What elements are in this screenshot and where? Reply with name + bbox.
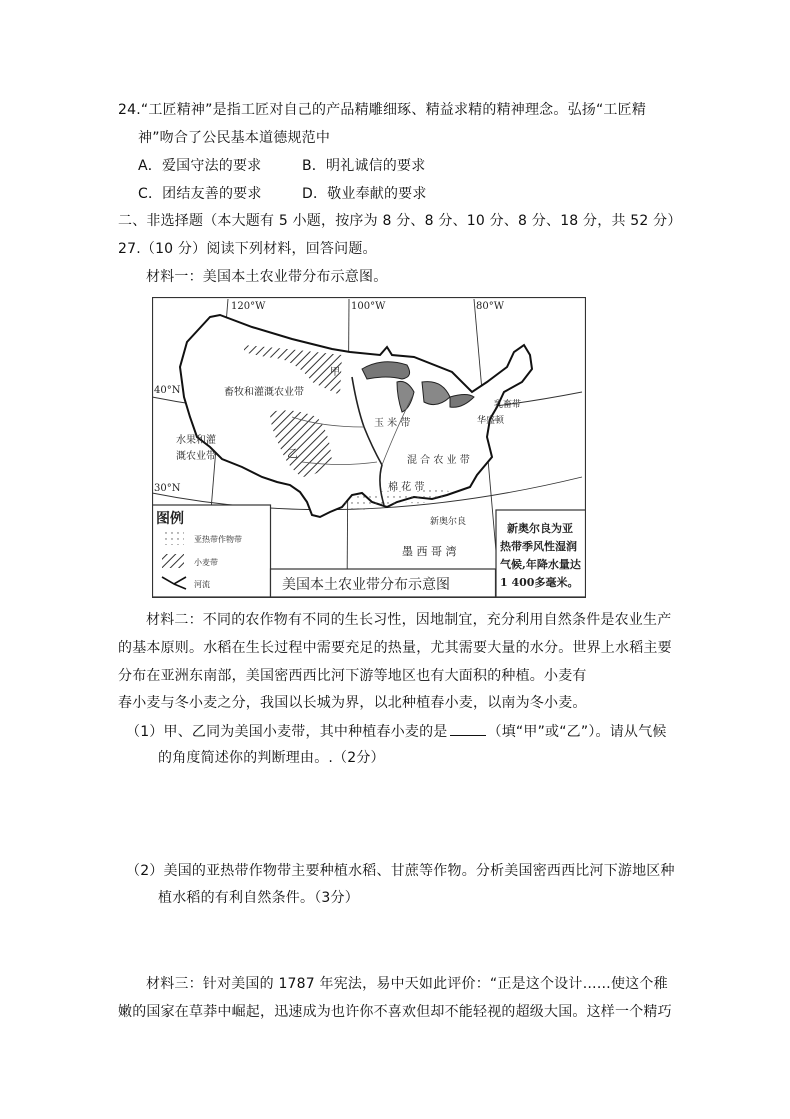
label-30n: 30°N [154, 483, 181, 494]
label-mixed-belt: 混 合 农 业 带 [407, 455, 470, 466]
label-80w: 80°W [476, 301, 505, 312]
q24-option-a: A．爱国守法的要求 [138, 158, 262, 174]
label-washington: 华盛顿 [477, 416, 505, 426]
q24-stem-line2: 神”吻合了公民基本道德规范中 [138, 130, 331, 146]
q24-option-b: B．明礼诚信的要求 [302, 158, 426, 174]
label-fruit-irrigation-2: 溉农业带 [176, 451, 216, 462]
label-livestock-irrigation-belt: 畜牧和灌溉农业带 [224, 387, 304, 398]
legend-wheat: 小麦带 [194, 558, 218, 567]
sub1-prefix: （1）甲、乙同为美国小麦带，其中种植春小麦的是 [126, 724, 448, 740]
legend-subtropical: 亚热带作物带 [194, 535, 242, 544]
material3-line2: 嫩的国家在草莽中崛起，迅速成为也许你不喜欢但却不能轻视的超级大国。这样一个精巧 [118, 1004, 672, 1020]
material3-line1: 材料三：针对美国的 1787 年宪法，易中天如此评价：“正是这个设计……使这个稚 [146, 976, 668, 992]
sub2-line1: （2）美国的亚热带作物带主要种植水稻、甘蔗等作物。分析美国密西西比河下游地区种 [126, 863, 675, 879]
note-line2: 热带季风性湿润 [500, 540, 577, 553]
material2-line4: 春小麦与冬小麦之分，我国以长城为界，以北种植春小麦，以南为冬小麦。 [118, 695, 587, 711]
legend-river: 河流 [194, 580, 210, 589]
material1-title: 材料一：美国本土农业带分布示意图。 [146, 269, 388, 285]
q24-stem-line1: 24.“工匠精神”是指工匠对自己的产品精雕细琢、精益求精的精神理念。弘扬“工匠精 [118, 102, 647, 118]
material2-line2: 的基本原则。水稻在生长过程中需要充足的热量，尤其需要大量的水分。世界上水稻主要 [118, 640, 672, 656]
q24-option-c: C．团结友善的要求 [138, 186, 262, 202]
label-corn-belt: 玉 米 带 [374, 418, 411, 429]
label-gulf-of-mexico: 墨 西 哥 湾 [402, 545, 457, 558]
label-120w: 120°W [231, 301, 266, 312]
sub1-line1 [126, 721, 667, 741]
sub1-suffix: （填“甲”或“乙”）。请从气候 [487, 724, 667, 740]
q27-header: 27.（10 分）阅读下列材料，回答问题。 [118, 241, 377, 257]
label-100w: 100°W [351, 301, 386, 312]
answer-blank[interactable] [450, 721, 486, 736]
label-yi: 乙 [287, 447, 298, 460]
sub2-line2: 植水稻的有利自然条件。（3分） [158, 890, 359, 906]
label-jia: 甲 [330, 367, 340, 378]
label-cotton-belt: 棉 花 带 [388, 482, 425, 493]
note-line3: 气候,年降水量达 [500, 558, 581, 571]
note-line1: 新奥尔良为亚 [507, 522, 573, 535]
label-40n: 40°N [154, 385, 181, 396]
legend-title: 图例 [156, 511, 184, 527]
us-agriculture-map [152, 297, 586, 598]
note-line4: 1 400多毫米。 [500, 576, 579, 589]
material2-line3: 分布在亚洲东南部，美国密西西比河下游等地区也有大面积的种植。小麦有 [118, 668, 587, 684]
label-dairy-belt: 乳畜带 [494, 400, 522, 410]
map-title: 美国本土农业带分布示意图 [282, 577, 450, 593]
q24-option-d: D．敬业奉献的要求 [302, 186, 427, 202]
material2-line1: 材料二：不同的农作物有不同的生长习性，因地制宜，充分利用自然条件是农业生产 [146, 612, 672, 628]
section2-heading: 二、非选择题（本大题有 5 小题，按序为 8 分、8 分、10 分、8 分、18 分，共 52 分） [118, 213, 682, 229]
label-fruit-irrigation-1: 水果和灌 [176, 435, 216, 446]
label-new-orleans: 新奥尔良 [430, 517, 467, 527]
sub1-line2: 的角度简述你的判断理由。.（2分） [158, 750, 385, 766]
